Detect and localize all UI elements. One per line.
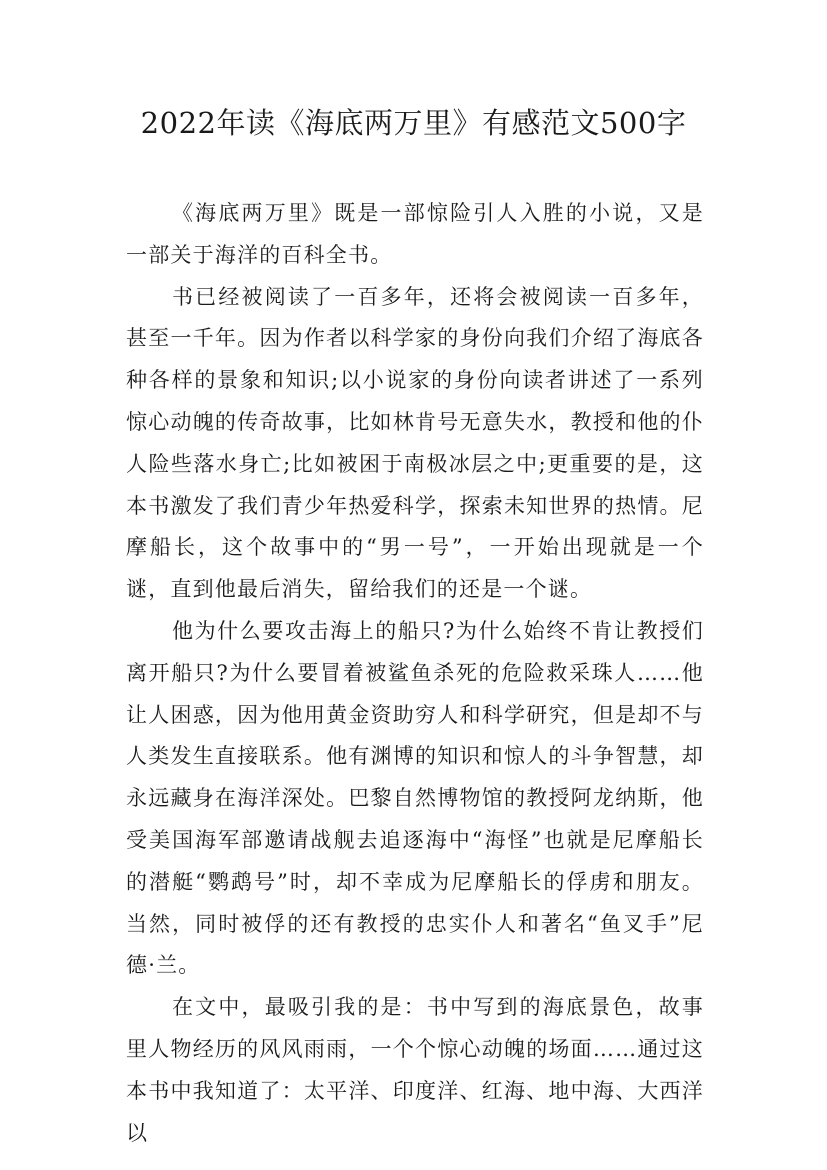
document-title: 2022年读《海底两万里》有感范文500字 bbox=[140, 106, 687, 140]
paragraph-4: 在文中，最吸引我的是：书中写到的海底景色，故事里人物经历的风风雨雨，一个个惊心动魄的场面……通过这本书中我知道了：太平洋、印度洋、红海、地中海、大西洋以 bbox=[126, 995, 704, 1145]
paragraph-1: 《海底两万里》既是一部惊险引人入胜的小说，又是一部关于海洋的百科全书。 bbox=[126, 201, 704, 267]
paragraph-2: 书已经被阅读了一百多年，还将会被阅读一百多年，甚至一千年。因为作者以科学家的身份向我们介绍了海底各种各样的景象和知识;以小说家的身份向读者讲述了一系列惊心动魄的传奇故事，比如林肯号无意失水，教授和他的仆人险些落水身亡;比如被困于南极冰层之中;更重要的是，这本书激发了我们青少年热爱科学，探索未知世界的热情。尼摩船长，这个故事中的“男一号”，一开始出现就是一个谜，直到他最后消失，留给我们的还是一个谜。 bbox=[126, 284, 704, 602]
paragraph-3: 他为什么要攻击海上的船只?为什么始终不肯让教授们离开船只?为什么要冒着被鲨鱼杀死的危险救采珠人……他让人困惑，因为他用黄金资助穷人和科学研究，但是却不与人类发生直接联系。他有渊博的知识和惊人的斗争智慧，却永远藏身在海洋深处。巴黎自然博物馆的教授阿龙纳斯，他受美国海军部邀请战舰去追逐海中“海怪”也就是尼摩船长的潜艇“鹦鹉号”时，却不幸成为尼摩船长的俘虏和朋友。当然，同时被俘的还有教授的忠实仆人和著名“鱼叉手”尼德·兰。 bbox=[126, 618, 704, 978]
document-body bbox=[126, 193, 704, 1154]
